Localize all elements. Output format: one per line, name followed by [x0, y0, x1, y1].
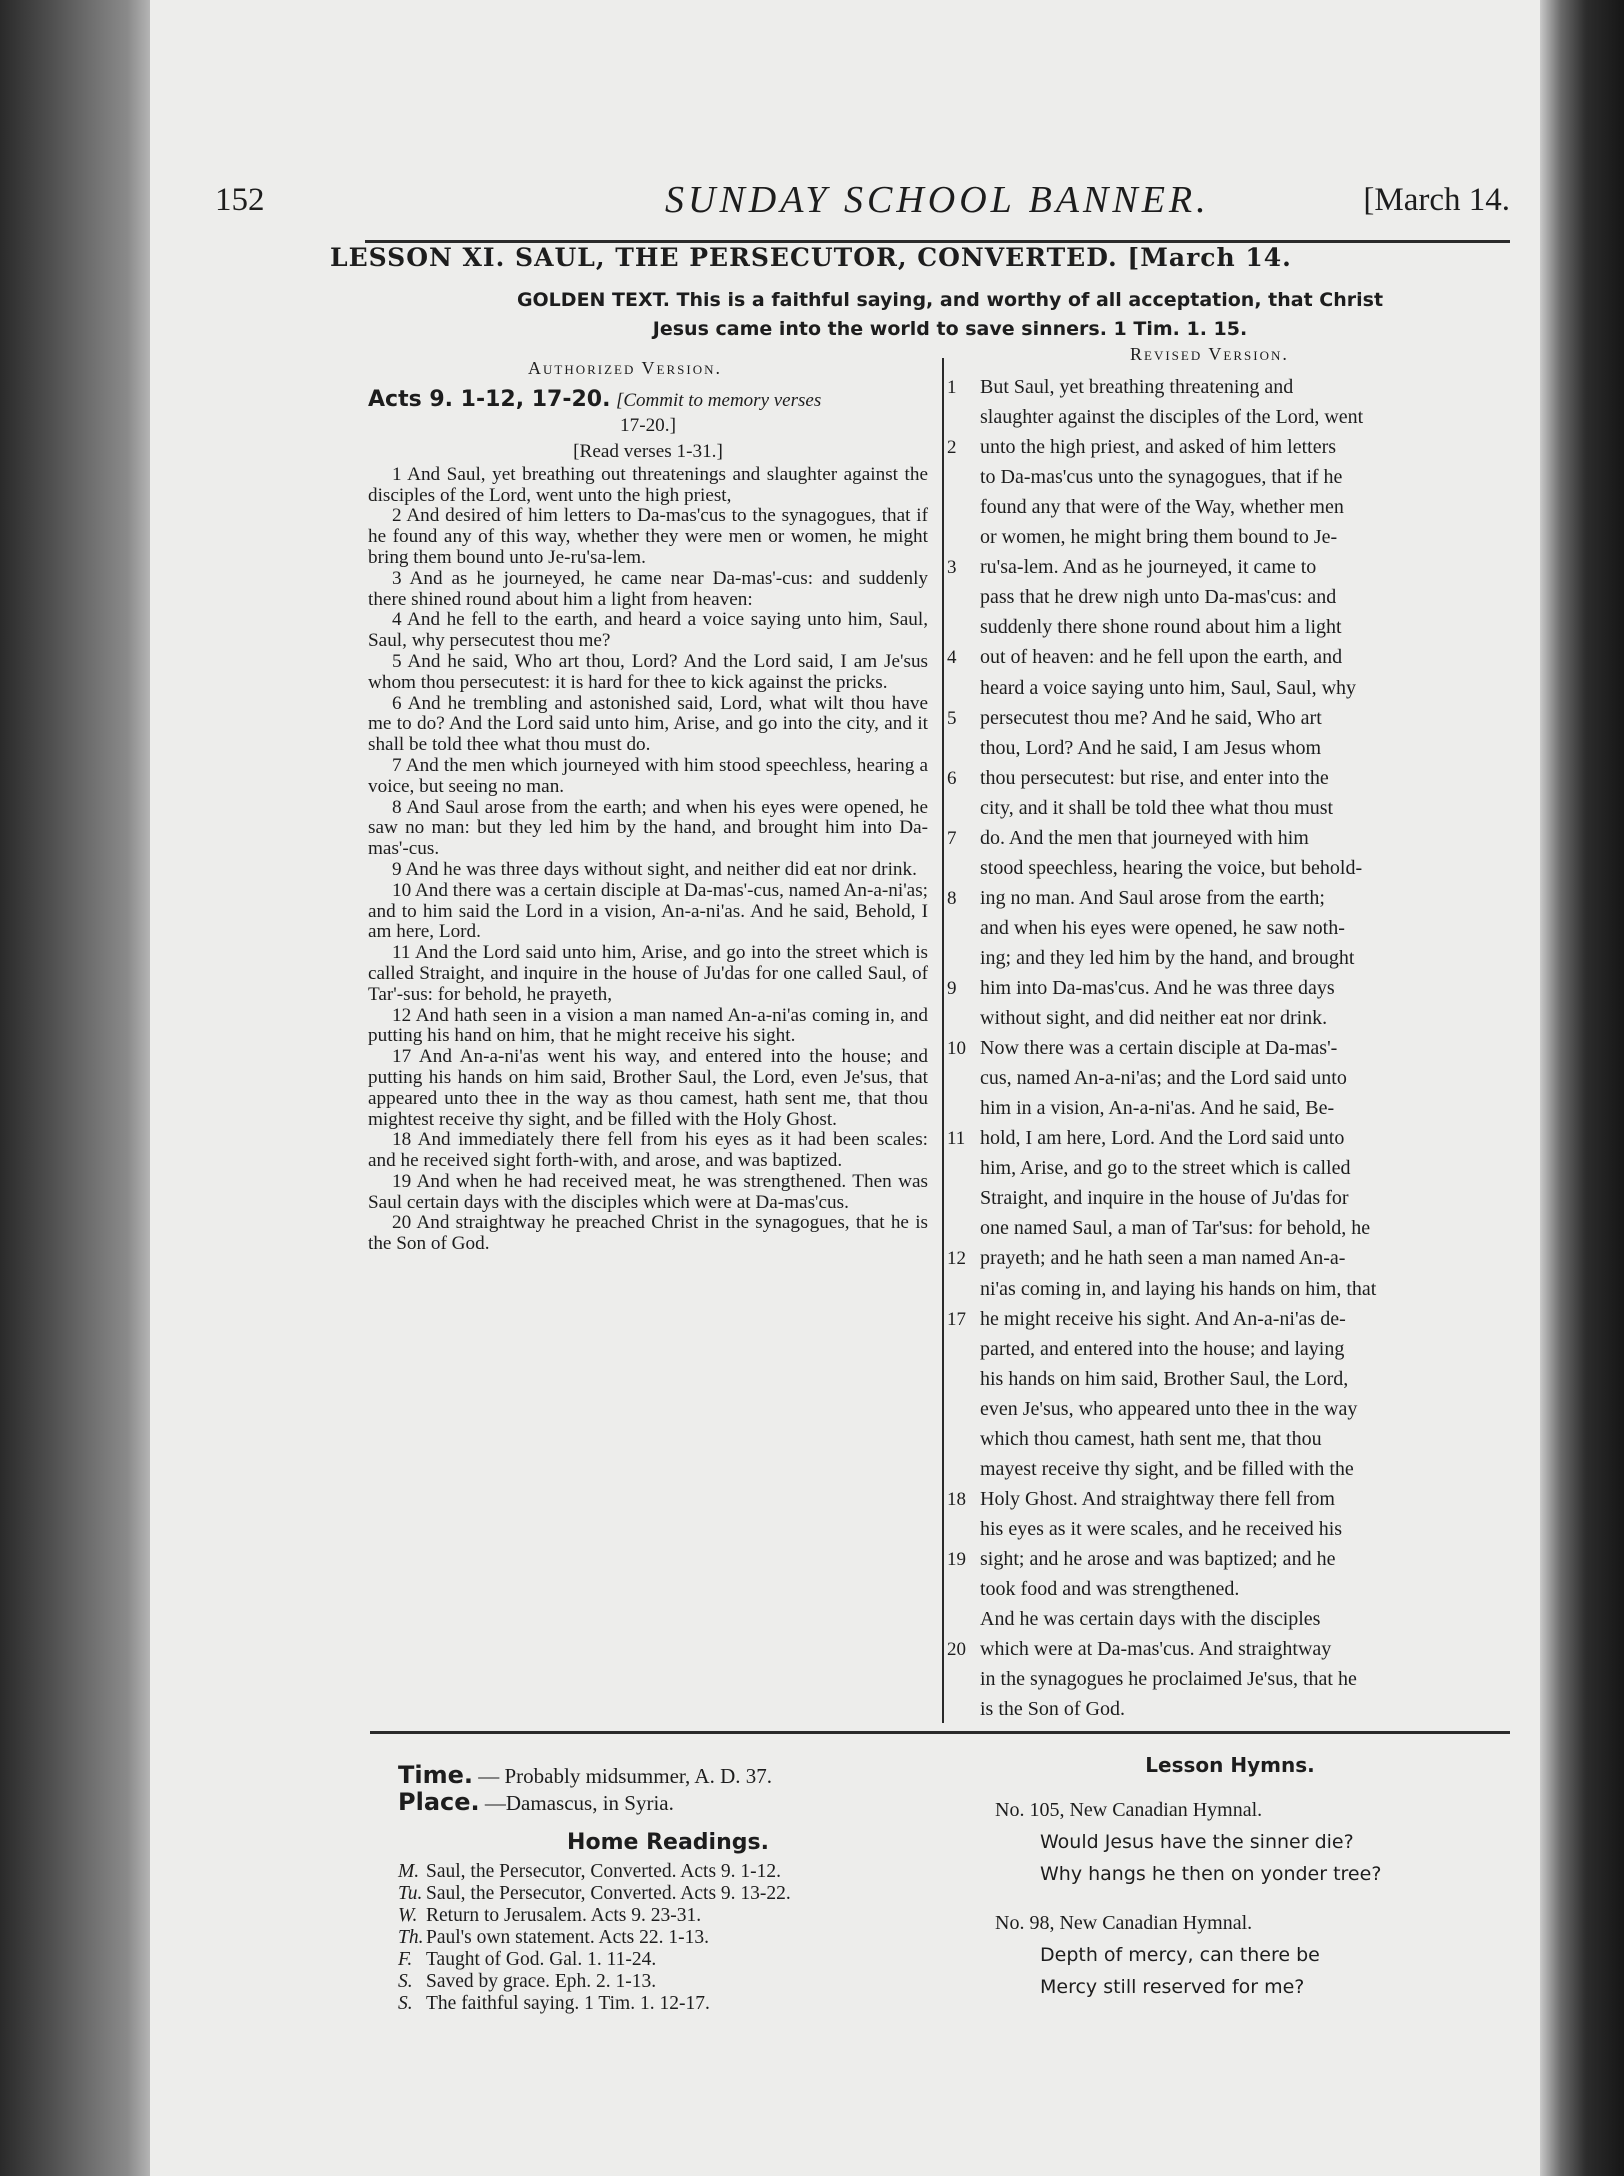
page-number: 152	[215, 182, 265, 218]
revised-line: out of heaven: and he fell upon the earth, and	[980, 646, 1343, 669]
lesson-title: LESSON XI. SAUL, THE PERSECUTOR, CONVERTED. [March 14.	[330, 243, 1292, 272]
revised-line: But Saul, yet breathing threatening and	[980, 376, 1294, 398]
reading-day: S.	[398, 1993, 413, 2014]
authorized-verse: 18 And immediately there fell from his eyes as it had been scales: and he received sight forth-with, and arose, and was baptized.	[368, 1129, 928, 1172]
revised-version-heading: Revised Version.	[1130, 344, 1289, 364]
revised-line: prayeth; and he hath seen a man named An-a-	[980, 1247, 1346, 1270]
revised-line: him in a vision, An-a-ni'as. And he said, Be-	[980, 1097, 1335, 1120]
revised-line: persecutest thou me? And he said, Who art	[980, 706, 1322, 729]
revised-verse-number: 18	[947, 1488, 966, 1510]
authorized-verse: 7 And the men which journeyed with him stood speechless, hearing a voice, but seeing no man.	[368, 754, 928, 797]
revised-line: mayest receive thy sight, and be filled with the	[980, 1457, 1354, 1480]
revised-line: to Da-mas'cus unto the synagogues, that if he	[980, 466, 1343, 489]
reading-day: F.	[398, 1949, 413, 1970]
book-spine-shadow	[0, 0, 150, 2176]
revised-line: pass that he drew nigh unto Da-mas'cus: and	[980, 586, 1337, 609]
revised-verse-number: 5	[947, 707, 957, 729]
authorized-version-heading: Authorized Version.	[528, 358, 722, 378]
authorized-verse: 12 And hath seen in a vision a man named An-a-ni'as coming in, and putting his hand on him, that he might receive his sight.	[368, 1004, 928, 1047]
revised-line: hold, I am here, Lord. And the Lord said unto	[980, 1127, 1345, 1150]
authorized-verse: 19 And when he had received meat, he was strengthened. Then was Saul certain days with the disciples which were at Da-mas'cus.	[368, 1170, 928, 1213]
revised-line: took food and was strengthened.	[980, 1578, 1240, 1600]
golden-text	[430, 286, 1470, 344]
authorized-verse: 4 And he fell to the earth, and heard a voice saying unto him, Saul, Saul, why persecutest thou me?	[368, 609, 928, 652]
reading-day: Tu.	[398, 1883, 423, 1904]
revised-line: ni'as coming in, and laying his hands on him, that	[980, 1277, 1377, 1300]
home-readings-list	[398, 1861, 938, 2015]
revised-line: without sight, and did neither eat nor drink.	[980, 1007, 1328, 1030]
revised-line: which were at Da-mas'cus. And straightway	[980, 1638, 1332, 1661]
authorized-verse: 6 And he trembling and astonished said, Lord, what wilt thou have me to do? And the Lord said unto him, Arise, and go into the city, and it shall be told thee what thou must do.	[368, 692, 928, 756]
place-text: —Damascus, in Syria.	[484, 1791, 674, 1815]
hymn-2-title: No. 98, New Canadian Hymnal.	[995, 1912, 1253, 1934]
authorized-verse: 17 And An-a-ni'as went his way, and entered into the house; and putting his hands on him said, Brother Saul, the Lord, even Je'sus, that appeared unto thee in the way as thou camest, hath sent me, that thou mightest receive thy sight, and be filled with the Holy Ghost.	[368, 1046, 928, 1130]
reading-day: S.	[398, 1971, 413, 1992]
scripture-reference-bold: Acts 9. 1-12, 17-20.	[368, 387, 611, 412]
revised-verse-number: 10	[947, 1038, 966, 1060]
home-reading-item	[398, 1883, 938, 1905]
authorized-version-text	[368, 386, 928, 1255]
revised-line: he might receive his sight. And An-a-ni'as de-	[980, 1307, 1346, 1330]
read-verses-note: [Read verses 1-31.]	[573, 441, 723, 462]
revised-line: And he was certain days with the disciples	[980, 1608, 1321, 1631]
book-gutter-shadow	[1540, 0, 1624, 2176]
revised-line: ing; and they led him by the hand, and brought	[980, 946, 1355, 969]
home-reading-item	[398, 1993, 938, 2015]
authorized-verse: 3 And as he journeyed, he came near Da-mas'-cus: and suddenly there shined round about him a light from heaven:	[368, 567, 928, 610]
commit-note: [Commit to memory verses	[615, 390, 822, 411]
reading-day: M.	[398, 1861, 420, 1882]
reading-text: The faithful saying. 1 Tim. 1. 12-17.	[426, 1993, 710, 2014]
revised-line: Holy Ghost. And straightway there fell from	[980, 1487, 1335, 1510]
revised-line: stood speechless, hearing the voice, but behold-	[980, 856, 1363, 879]
golden-text-line-1: GOLDEN TEXT. This is a faithful saying, and worthy of all acceptation, that Christ	[516, 289, 1384, 311]
reading-day: W.	[398, 1905, 418, 1926]
hymn-1-line-2: Why hangs he then on yonder tree?	[1040, 1863, 1382, 1885]
reading-text: Saul, the Persecutor, Converted. Acts 9. 13-22.	[426, 1883, 791, 1904]
reading-text: Taught of God. Gal. 1. 11-24.	[426, 1949, 657, 1970]
revised-line: one named Saul, a man of Tar'sus: for behold, he	[980, 1217, 1371, 1240]
revised-verse-number: 11	[947, 1128, 966, 1150]
lesson-hymns	[995, 1753, 1465, 2003]
home-readings-heading: Home Readings.	[567, 1830, 769, 1855]
scripture-reference	[368, 386, 928, 414]
revised-line: is the Son of God.	[980, 1698, 1125, 1721]
revised-verse-number: 19	[947, 1548, 966, 1570]
revised-line: ing no man. And Saul arose from the earth;	[980, 886, 1325, 909]
revised-line: unto the high priest, and asked of him letters	[980, 436, 1337, 459]
revised-line: heard a voice saying unto him, Saul, Saul, why	[980, 676, 1357, 699]
time-text: — Probably midsummer, A. D. 37.	[478, 1764, 772, 1788]
home-reading-item	[398, 1949, 938, 1971]
reading-text: Saul, the Persecutor, Converted. Acts 9. 1-12.	[426, 1861, 782, 1882]
revised-line: sight; and he arose and was baptized; and he	[980, 1547, 1336, 1570]
column-divider	[942, 358, 944, 1723]
authorized-verse: 5 And he said, Who art thou, Lord? And the Lord said, I am Je'sus whom thou persecutest: it is hard for thee to kick against the pricks.	[368, 650, 928, 693]
authorized-verse: 8 And Saul arose from the earth; and when his eyes were opened, he saw no man: but they led him by the hand, and brought him into Da-mas'-cus.	[368, 796, 928, 860]
revised-line: him into Da-mas'cus. And he was three days	[980, 977, 1335, 999]
golden-text-line-2: Jesus came into the world to save sinners. 1 Tim. 1. 15.	[652, 318, 1248, 340]
revised-line: which thou camest, hath sent me, that thou	[980, 1427, 1322, 1450]
revised-verse-number: 7	[947, 827, 957, 849]
home-reading-item	[398, 1927, 938, 1949]
revised-verse-number: 6	[947, 767, 957, 789]
revised-verse-number: 8	[947, 887, 957, 909]
time-place-and-readings	[398, 1762, 938, 2015]
revised-verse-number: 20	[947, 1639, 966, 1661]
authorized-verse: 2 And desired of him letters to Da-mas'cus to the synagogues, that if he found any of this way, whether they were men or women, he might bring them bound unto Je-ru'sa-lem.	[368, 505, 928, 568]
publication-title: SUNDAY SCHOOL BANNER.	[665, 179, 1210, 221]
revised-line: thou persecutest: but rise, and enter into the	[980, 766, 1329, 789]
hymn-2-line-1: Depth of mercy, can there be	[1040, 1944, 1320, 1966]
revised-line: ru'sa-lem. And as he journeyed, it came to	[980, 556, 1317, 579]
hymn-2-line-2: Mercy still reserved for me?	[1040, 1976, 1305, 1998]
authorized-verse: 11 And the Lord said unto him, Arise, and go into the street which is called Straight, and inquire in the house of Ju'das for one called Saul, of Tar'-sus: for behold, he prayeth,	[368, 942, 928, 1005]
header-date: [March 14.	[1363, 182, 1510, 218]
home-reading-item	[398, 1861, 938, 1883]
revised-line: or women, he might bring them bound to Je-	[980, 526, 1338, 549]
revised-verse-number: 9	[947, 978, 957, 999]
revised-verse-number: 1	[947, 377, 957, 398]
place-line	[398, 1789, 938, 1816]
revised-line: found any that were of the Way, whether men	[980, 496, 1344, 519]
authorized-verse: 9 And he was three days without sight, and neither did eat nor drink.	[392, 858, 917, 880]
lesson-hymns-heading: Lesson Hymns.	[1145, 1753, 1315, 1777]
revised-line: him, Arise, and go to the street which is called	[980, 1157, 1351, 1180]
home-reading-item	[398, 1905, 938, 1927]
page-header	[215, 179, 1510, 232]
revised-line: slaughter against the disciples of the Lord, went	[980, 406, 1364, 429]
revised-line: and when his eyes were opened, he saw noth-	[980, 916, 1345, 939]
revised-line: his hands on him said, Brother Saul, the Lord,	[980, 1367, 1349, 1390]
revised-line: his eyes as it were scales, and he received his	[980, 1517, 1343, 1540]
commit-note-2: 17-20.]	[620, 415, 676, 436]
revised-verse-number: 3	[947, 557, 957, 579]
reading-day: Th.	[398, 1927, 424, 1948]
time-line	[398, 1762, 938, 1789]
reading-text: Return to Jerusalem. Acts 9. 23-31.	[426, 1905, 702, 1926]
hymn-1-title: No. 105, New Canadian Hymnal.	[995, 1799, 1263, 1821]
revised-line: thou, Lord? And he said, I am Jesus whom	[980, 736, 1322, 759]
revised-verse-number: 17	[947, 1308, 966, 1330]
revised-line: Now there was a certain disciple at Da-mas'-	[980, 1037, 1338, 1060]
section-divider	[370, 1731, 1510, 1734]
reading-text: Saved by grace. Eph. 2. 1-13.	[426, 1971, 657, 1992]
place-label: Place.	[398, 1788, 480, 1816]
revised-verse-number: 2	[947, 437, 957, 459]
authorized-verse: 20 And straightway he preached Christ in the synagogues, that he is the Son of God.	[368, 1212, 928, 1255]
hymn-1-line-1: Would Jesus have the sinner die?	[1040, 1831, 1354, 1853]
revised-verse-number: 4	[947, 647, 957, 669]
authorized-verses	[368, 465, 928, 1255]
revised-line: Straight, and inquire in the house of Ju'das for	[980, 1187, 1349, 1210]
revised-verse-number: 12	[947, 1248, 966, 1270]
revised-line: in the synagogues he proclaimed Je'sus, that he	[980, 1668, 1357, 1691]
revised-line: even Je'sus, who appeared unto thee in the way	[980, 1397, 1358, 1420]
time-label: Time.	[398, 1761, 473, 1789]
revised-line: cus, named An-a-ni'as; and the Lord said unto	[980, 1067, 1347, 1090]
revised-line: do. And the men that journeyed with him	[980, 826, 1309, 849]
reading-text: Paul's own statement. Acts 22. 1-13.	[426, 1927, 709, 1948]
revised-line: city, and it shall be told thee what thou must	[980, 796, 1334, 819]
home-reading-item	[398, 1971, 938, 1993]
authorized-verse: 1 And Saul, yet breathing out threatenings and slaughter against the disciples of the Lord, went unto the high priest,	[368, 463, 928, 506]
revised-line: parted, and entered into the house; and laying	[980, 1337, 1345, 1360]
revised-line: suddenly there shone round about him a light	[980, 616, 1342, 639]
authorized-verse: 10 And there was a certain disciple at Da-mas'-cus, named An-a-ni'as; and to him said the Lord in a vision, An-a-ni'as. And he said, Behold, I am here, Lord.	[368, 879, 928, 943]
